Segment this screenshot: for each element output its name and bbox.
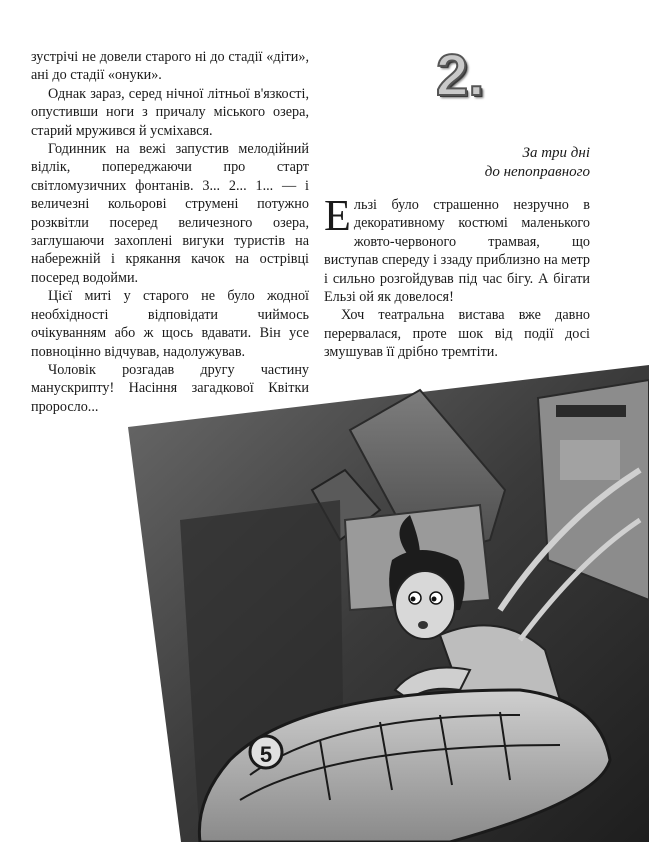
opening-paragraph-text: льзі було страшенно незручно в декоративному костюмі маленького жовто-червоного трамвая, що виступав спереду і ззаду приблизно на метр і сильно розгойдував під час бігу. А бігати Ельзі ой як довелося! (324, 197, 590, 306)
girl-pupil (411, 597, 416, 602)
paragraph: Хоч театральна вистава вже давно перервалася, проте шок від події досі змушував її дрібно тремтіти. (324, 307, 590, 361)
box-label (560, 440, 620, 480)
chapter-title-line: За три дні (522, 145, 590, 161)
tram-number: 5 (259, 742, 273, 767)
girl-mouth (418, 621, 428, 629)
paragraph: зустрічі не довели старого ні до стадії «діти», ані до стадії «онуки». (31, 49, 309, 84)
paragraph: Однак зараз, серед нічної літньої в'язкості, опустивши ноги з причалу міського озера, старий мружився й усміхався. (31, 85, 309, 139)
girl-pupil (432, 597, 437, 602)
chapter-title-line: до непоправного (484, 164, 590, 180)
paragraph: Годинник на вежі запустив мелодійний відлік, попереджаючи про старт світломузичних фонтанів. 3... 2... 1... — і величезні кольорові струмені потужно розквітли посеред величезного озера, заглушаючи захоплені вигуки туристів на набережній і крякання качок на острівці посеред водойми. (31, 141, 309, 286)
chapter-number: 2. (436, 43, 485, 108)
drop-cap: Е (324, 191, 351, 240)
illustration-scene (128, 365, 649, 842)
paragraph: Цієї миті у старого не було жодної необхідності відповідати чиймось очікуванням або ж щось вдавати. Він усе повноцінно відчував, надолужував. (31, 288, 309, 360)
paragraph: Чоловік розгадав другу частину манускрипту! Насіння загадкової Квітки проросло... (31, 361, 309, 415)
girl-face (395, 571, 455, 639)
box-label (556, 405, 626, 417)
